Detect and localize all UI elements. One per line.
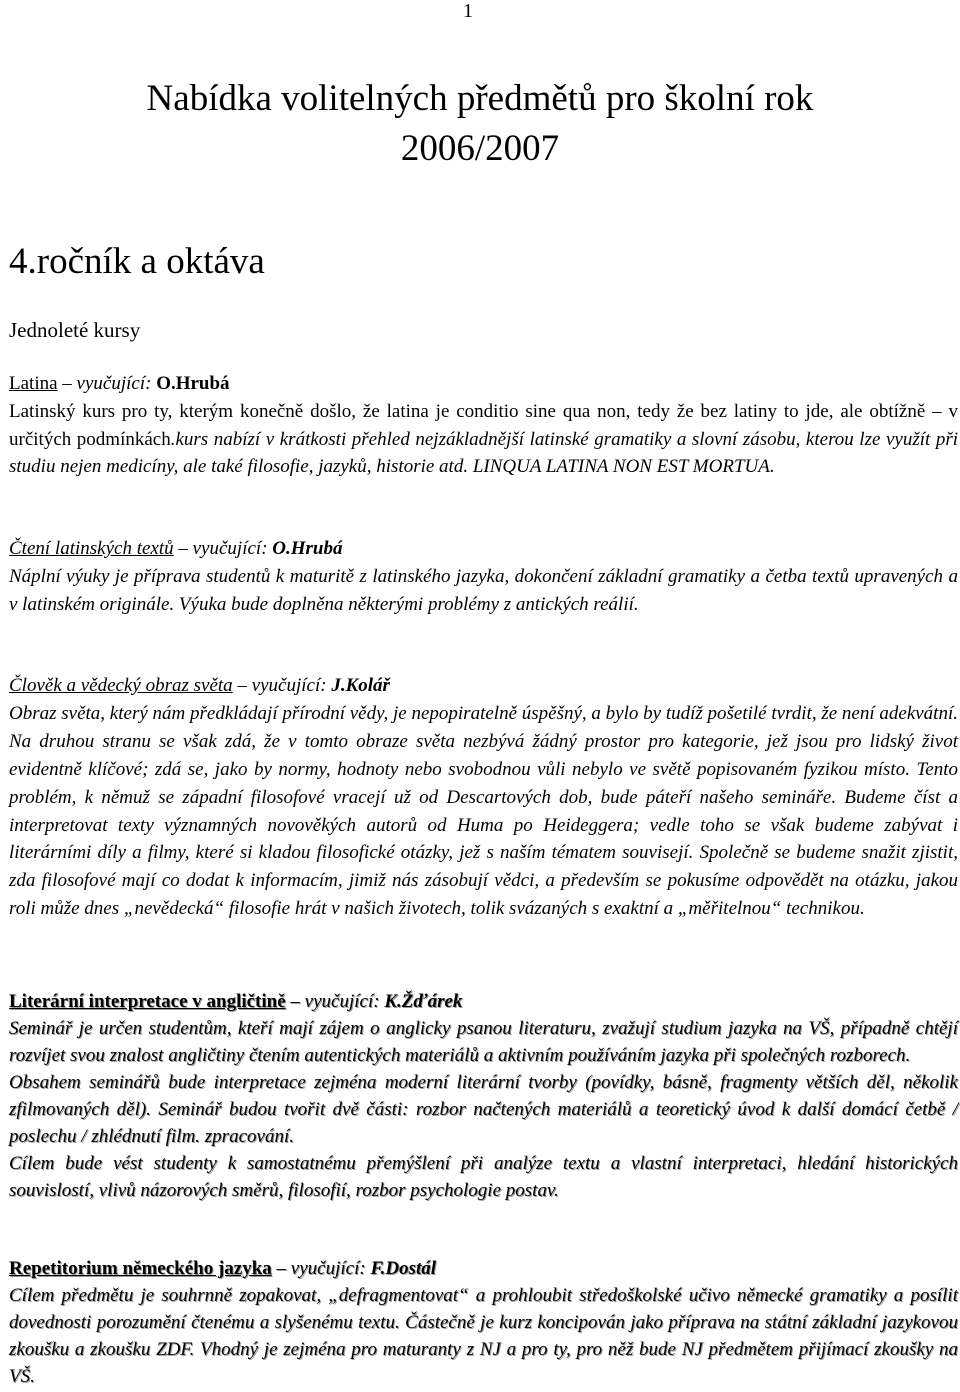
title-line-2: 2006/2007 bbox=[400, 128, 560, 169]
course-paragraph-1: Seminář je určen studentům, kteří mají zájem o anglicky psanou literaturu, zvažují studium jazyka na VŠ, případně chtějí rozvíjet svou znalost angličtiny čtením autentických materiálů a aktivním používáním jazyka při společných rozborech. bbox=[9, 1018, 958, 1066]
teacher-label: vyučující: bbox=[251, 675, 327, 696]
course-paragraph-2: Obsahem seminářů bude interpretace zejména moderní literární tvorby (povídky, básně, fragmenty větších děl, několik zfilmovaných děl). Seminář budou tvořit dvě části: rozbor načtených materiálů a teoretický úvod k další domácí četbě / poslechu / zhlédnutí film. zpracování. bbox=[9, 1072, 958, 1147]
course-dash: – bbox=[178, 538, 188, 559]
course-description bbox=[9, 1282, 958, 1390]
teacher-name: O.Hrubá bbox=[272, 538, 343, 559]
course-clovek-a-vedecky-obraz-sveta bbox=[9, 672, 958, 923]
teacher-name: F.Dostál bbox=[370, 1258, 437, 1279]
course-heading bbox=[9, 1255, 958, 1282]
desc-part-a: Náplní výuky je příprava studentů k maturitě z latinského jazyka, dokončení základní gramatiky a četba textů upravených a v latinském originále. bbox=[9, 565, 958, 615]
desc-part-a: Obraz světa, který nám předkládají přírodní vědy, je nepopiratelně úspěšný, a bylo by tudíž pošetilé tvrdit, že není adekvátní. bbox=[9, 702, 958, 724]
desc-part-b: Částečně je kurz koncipován jako příprava na státní základní jazykovou zkoušku a zkoušku ZDF. Vhodný je zejména pro maturanty z NJ a pro ty, pro něž bude NJ předmětem přijímací zkoušky na VŠ. bbox=[9, 1312, 958, 1387]
teacher-label: vyučující: bbox=[192, 538, 268, 559]
course-heading bbox=[9, 988, 958, 1015]
desc-part-b: Na druhou stranu se však zdá, že v tomto obraze světa nezbývá žádný prostor pro kategorie, jež jsou pro lidský život evidentně klíčové; zdá se, jako by normy, hodnoty nebo svobodnou vůli nebylo ve světě popisovaném fyzikou místo. bbox=[9, 730, 958, 780]
course-literarni-interpretace bbox=[9, 988, 958, 1204]
course-paragraph-3: Cílem bude vést studenty k samostatnému přemýšlení při analýze textu a vlastní interpretaci, hledání historických souvislostí, vlivů názorových směrů, filosofií, rozbor psychologie postav. bbox=[9, 1153, 958, 1201]
course-name: Člověk a vědecký obraz světa bbox=[9, 675, 233, 696]
course-dash: – bbox=[290, 991, 300, 1012]
desc-part-b: .kurs nabízí v krátkosti přehled nejzákladnější latinské gramatiky a slovní zásobu, kterou lze využít při studiu nejen medicíny, ale také filosofie, jazyků, historie atd. bbox=[9, 428, 958, 478]
course-heading bbox=[9, 370, 958, 398]
desc-part-b: Výuka bude doplněna některými problémy z antických reálií. bbox=[178, 593, 639, 615]
desc-part-c: Tento problém, k němuž se západní filosofové vracejí už od Descartových dob, bude páteří našeho semináře. bbox=[9, 758, 958, 808]
course-description bbox=[9, 700, 958, 923]
course-name: Latina bbox=[9, 373, 58, 394]
teacher-name: O.Hrubá bbox=[156, 373, 230, 394]
desc-part-d: Budeme číst a interpretovat texty významných novověkých autorů od Huma po Heideggera; vedle toho se však budeme zabývat i literárními díly a filmy, které si kladou filosofické otázky, jež s naším tématem souvisejí. bbox=[9, 786, 958, 864]
teacher-label: vyučující: bbox=[304, 991, 380, 1012]
course-dash: – bbox=[237, 675, 247, 696]
course-dash: – bbox=[62, 373, 72, 394]
course-name: Repetitorium německého jazyka bbox=[9, 1258, 272, 1279]
course-cteni-latinskych-textu bbox=[9, 535, 958, 618]
desc-part-c: LINQUA LATINA NON EST MORTUA. bbox=[472, 456, 775, 478]
course-latina bbox=[9, 370, 958, 481]
teacher-name: K.Žďárek bbox=[384, 991, 463, 1012]
course-kind-heading: Jednoleté kursy bbox=[9, 318, 141, 342]
course-description bbox=[9, 398, 958, 481]
course-heading bbox=[9, 535, 958, 563]
desc-part-a: Cílem předmětu je souhrnně zopakovat, „defragmentovat“ a prohloubit středoškolské učivo německé gramatiky a posílit dovednosti porozumění čtenému a slyšenému textu. bbox=[9, 1285, 958, 1333]
course-description bbox=[9, 563, 958, 619]
desc-part-e: Společně se budeme snažit zjistit, zda filosofové mají co dodat k informacím, jimiž nás zásobují vědci, a především se pokusíme odpovědět na otázku, jakou roli může dnes „nevědecká“ filosofie hrát v našich životech, tolik svázaných s exaktní a „měřitelnou“ technikou. bbox=[9, 842, 958, 920]
course-name: Literární interpretace v angličtině bbox=[9, 991, 286, 1012]
course-repetitorium-nemeckeho-jazyka bbox=[9, 1255, 958, 1390]
page-number: 1 bbox=[463, 0, 473, 22]
teacher-label: vyučující: bbox=[76, 373, 152, 394]
title-line-1: Nabídka volitelných předmětů pro školní rok bbox=[146, 78, 814, 119]
course-dash: – bbox=[276, 1258, 287, 1279]
page-title bbox=[0, 74, 960, 174]
teacher-name: J.Kolář bbox=[331, 675, 390, 696]
course-name: Čtení latinských textů bbox=[9, 538, 174, 559]
grade-heading: 4.ročník a oktáva bbox=[9, 241, 265, 282]
desc-part-a: Latinský kurs pro ty, kterým konečně došlo, že latina je conditio sine qua non, tedy že bez latiny to jde, ale obtížně – v určitých podmínkách bbox=[9, 400, 958, 450]
course-heading bbox=[9, 672, 958, 700]
teacher-label: vyučující: bbox=[290, 1258, 366, 1279]
